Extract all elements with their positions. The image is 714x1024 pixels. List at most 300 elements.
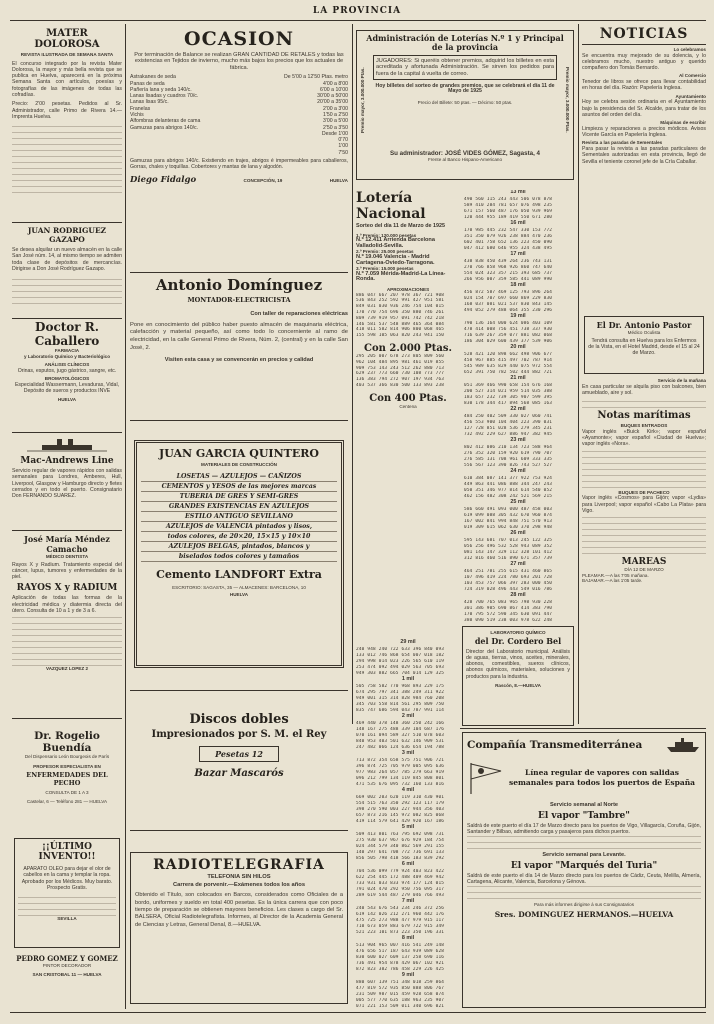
ocasion-item: Franelas — [130, 105, 151, 112]
text-lines — [18, 894, 116, 916]
loteria-number-row: 380 090 519 238 003 978 622 248 — [464, 618, 553, 623]
trans-foot2: Sres. DOMINGUEZ HERMANOS.—HUELVA — [494, 909, 674, 919]
ocasion-title: OCASION — [184, 28, 294, 50]
loteria-number-row: 127 728 851 028 536 279 345 231 — [464, 426, 553, 431]
trans-h2: Servicio semanal para Levante. — [542, 852, 626, 859]
caballero-sec: ANÁLISIS CLÍNICOS — [44, 362, 90, 368]
ocasion-item: Gamuzas para abrigos 140/c. — [130, 124, 199, 131]
noticias-h8: BUQUES ENTRADOS — [620, 423, 668, 429]
loteria-number-row: 183 657 232 739 305 907 599 395 — [464, 395, 553, 400]
loteria-mil-heading: 2 mil — [401, 713, 415, 719]
trans-ship2: El vapor "Marqués del Turia" — [510, 860, 658, 871]
loteria-number-row: 671 157 560 487 176 050 939 969 — [464, 209, 553, 214]
loteria-number-row: 170 795 572 590 345 630 091 447 — [464, 612, 553, 617]
gomez-title: PEDRO GOMEZ Y GOMEZ — [16, 954, 118, 963]
invento-body: APARATO OLEO para dejar el olor de cabellos en la cama y templar la ropa. Aprobado por los Médicos. Muy barato. Prospecto Gratis. — [21, 866, 113, 891]
mendez-title: José María Méndez Camacho — [24, 534, 110, 554]
loteria-number-row: 545 989 635 829 440 075 972 554 — [464, 364, 553, 369]
noticias-h2: Al Comercio — [678, 73, 706, 79]
gazapo-ad — [12, 226, 122, 316]
admin-body: JUGADORES: Si queréis obtener premios, adquirid los billetes en esta acreditada y afortunada Administración. Se sirven los pedidos para fuera de la capital á vuelta de correo. — [373, 55, 557, 80]
noticias-h5: Revista a las paradas de Sementales — [582, 140, 663, 146]
loteria-mil-heading: 1 mil — [401, 676, 415, 682]
quintero-product-line: todos colores, de 20×20, 15×15 y 10×10 — [141, 532, 337, 542]
trans-h1: Servicio semanal al Norte — [549, 802, 619, 808]
loteria-number-row: 476 656 517 187 643 939 089 628 — [356, 949, 445, 954]
loteria-number-row: 657 873 216 145 972 082 825 068 — [356, 813, 445, 818]
mater-subtitle: REVISTA ILUSTRADA DE SEMANA SANTA — [20, 52, 114, 57]
caballero-title: Doctor R. Caballero — [34, 320, 100, 348]
loteria-number-row: 880 607 139 751 348 018 259 864 — [356, 980, 445, 985]
quintero-product-list — [141, 472, 337, 562]
ocasion-item: Alfombras delanteras de cama — [130, 118, 201, 125]
loteria-number-row: 602 401 758 652 136 223 450 090 — [464, 240, 553, 245]
trans-foot: Para más informes dirigirse á sus Consignatarios — [533, 902, 635, 908]
loteria-number-row: 266 956 007 359 585 441 089 990 — [464, 277, 553, 282]
loteria-number-row: 398 270 590 003 227 944 356 403 — [356, 807, 445, 812]
dominguez-ad — [130, 276, 348, 416]
loteria-premio: N.º 12.411 Arrienda Barcelona Valladolid-Sevilla. — [356, 237, 435, 249]
loteria-number-row: 509 413 801 763 795 692 098 731 — [356, 832, 445, 837]
loteria-premio: 2.º Premio: 25.000 pesetas — [356, 249, 414, 255]
radio-line: Carrera de porvenir.—Exámenes todos los años — [172, 881, 306, 888]
mater-dolorosa-ad — [12, 28, 122, 218]
quintero-product-line: AZULEJOS de VALENCIA pintados y lisos, — [141, 522, 337, 532]
mac-title: Mac-Andrews Line — [20, 456, 114, 466]
loteria-number-row: 081 143 147 329 112 328 101 412 — [464, 550, 553, 555]
admin-side-right: Premio mayor, 3.000.000 Ptas. — [565, 67, 570, 133]
loteria-2000-row: 403 537 366 830 500 133 893 238 — [356, 382, 445, 388]
ocasion-price: De 5'00 a 12'50 Ptas. metro — [284, 74, 348, 81]
invento-foot: SEVILLA — [57, 916, 77, 922]
trans-title: Compañía Transmediterránea — [467, 739, 643, 751]
quintero-ad — [134, 440, 344, 668]
loteria-number-row: 456 553 900 104 404 223 390 031 — [464, 420, 553, 425]
buendia-line: PROFESOR ESPECIALISTA EN — [33, 763, 101, 769]
loteria-number-row: 554 024 323 357 215 393 685 737 — [464, 271, 553, 276]
cordero-sub: del Dr. Cordero Bel — [474, 635, 562, 646]
ocasion-item: Astrakanes de seda — [130, 74, 176, 81]
cordero-foot: Rascón, 8.—HUELVA — [495, 683, 541, 689]
text-lines — [12, 274, 122, 304]
noticias-section — [582, 26, 706, 316]
noticias-h7: Notas marítimas — [597, 410, 691, 422]
loteria-mil-heading: 16 mil — [510, 220, 526, 226]
loteria-mil-heading: 17 mil — [510, 251, 526, 257]
loteria-number-row: 595 143 681 707 013 245 122 325 — [464, 538, 553, 543]
loteria-number-row: 856 505 798 418 566 183 839 292 — [356, 856, 445, 861]
company-flag-icon — [467, 761, 503, 795]
loteria-number-row: 168 037 081 021 537 830 843 145 — [464, 302, 553, 307]
mac-andrews-ad — [12, 436, 122, 526]
loteria-number-row: 449 863 441 086 888 344 247 243 — [464, 482, 553, 487]
ocasion-sign3: HUELVA — [329, 177, 348, 183]
loteria-mil-heading: 8 mil — [401, 935, 415, 941]
caballero-body2: Especialidad Wassermann, Levaduras, Vidal, Depósito de sueros y productos INVE — [14, 381, 120, 394]
text-lines — [12, 123, 122, 193]
pastor-body: Tendrá consulta en Huelva para los Enfermos de la Vista, en el Hotel Madrid, desde el 15 al 24 de Marzo. — [588, 337, 700, 357]
quintero-product-line: LOSETAS — AZULEJOS — CAÑIZOS — [141, 472, 337, 482]
noticias-b4: Limpieza y reparaciones a precios módicos. Avisos Vicente García en Papelería Inglesa. — [582, 125, 706, 139]
loteria-number-row: 830 600 027 609 137 258 690 116 — [356, 955, 445, 960]
admin-title: Administración de Loterías N.º 1 y Principal de la provincia — [366, 33, 564, 52]
loteria-number-row: 051 369 466 990 658 154 676 168 — [464, 383, 553, 388]
tide-line-1: PLEAMAR.—A las 7'05 mañana. — [582, 572, 649, 578]
radio-body: Obtenido el Título, son colocados en Barcos, considerados como Oficiales de a bordo, uniformes y sueldo en total 400 pesetas. Es la única carrera que con poco tiempo de preparación se obtienen mayores beneficios. Les clases a cargo del Sr. BALSERA, Oficial Radiotelegrafista. Informes, al Director de la Academia General de Ciencias y Letras, General Denal, 8.—HUELVA. — [135, 892, 343, 928]
loteria-number-row: 505 758 582 770 968 893 229 175 — [356, 684, 445, 689]
mac-body: Servicio regular de vapores rápidos con salidas semanales para Londres, Amberes, Hull, Liverpool, Glasgow y Hamburgo directo y fletes cerrados y en todo el puerto. Consignatario Don FERNANDO SUAREZ. — [12, 468, 122, 500]
pastor-sub: Médico Oculista — [627, 330, 661, 335]
loteria-number-row: 351 350 079 926 238 884 470 236 — [464, 234, 553, 239]
ocasion-price: 7'50 — [338, 149, 348, 156]
loteria-number-row: 790 136 164 000 624 086 403 109 — [464, 321, 553, 326]
gazapo-body: Se desea alquilar un nuevo almacén en la calle San José núm. 14, al mismo tiempo se admiten toda clase de depósitos de mercancías. Dirigirse a Don José Rodríguez Gazapo. — [12, 247, 122, 272]
radio-title: RADIOTELEGRAFIA — [153, 857, 325, 873]
loteria-number-row: 669 002 203 620 119 310 430 901 — [356, 795, 445, 800]
loteria-aprox: APROXIMACIONES — [386, 286, 430, 292]
loteria-premio: 3.º Premio: 15.000 pesetas — [356, 266, 414, 272]
invento-ad — [14, 838, 120, 948]
noticias-b2: Tenedor de libros se ofrece para llevar contabilidad en horas del día. Razón: Papelería Inglesa. — [582, 79, 706, 92]
quintero-cement: Cemento LANDFORT Extra — [156, 567, 322, 581]
loteria-mil-heading: 21 mil — [510, 375, 526, 381]
ocasion-item: Lanas lisadas y cuadros 70/c. — [130, 93, 199, 100]
loteria-number-row: 494 052 279 488 064 355 230 296 — [464, 308, 553, 313]
quintero-product-line: GRANDES EXISTENCIAS EN AZULEJOS — [141, 502, 337, 512]
noticias-b8: Vapor inglés «Buick Kirk»; vapor español «Ayamonte»; vapor español «Ciudad de Huelva»; vapor inglés «Nora». — [582, 428, 706, 448]
caballero-sec2: BROMATOLÓGICOS — [44, 376, 90, 382]
loteria-number-row: 622 254 445 172 488 409 469 942 — [356, 875, 445, 880]
loteria-number-row: 528 421 120 898 662 498 906 677 — [464, 352, 553, 357]
loteria-number-row: 733 931 033 833 974 177 124 015 — [356, 881, 445, 886]
loteria-number-row: 419 114 579 641 429 920 167 186 — [356, 819, 445, 824]
masthead-title: LA PROVINCIA — [312, 6, 402, 16]
loteria-number-row: 732 492 229 627 886 947 382 945 — [464, 432, 553, 437]
trans-ship1: El vapor "Tambre" — [538, 810, 630, 821]
discos-title: Discos dobles — [189, 712, 289, 727]
loteria-number-row: 019 309 615 062 630 370 298 948 — [464, 525, 553, 530]
loteria-number-row: 107 496 419 224 780 693 201 728 — [464, 575, 553, 580]
lottery-admin-ad — [356, 30, 574, 180]
loteria-number-row: 949 001 315 314 828 984 760 208 — [356, 696, 445, 701]
cordero-body: Director del Laboratorio municipal. Análisis de aguas, tierras, vinos, aceites, minerales, abonos, comestibles, sueros clínicos, abonos químicos, materiales, soluciones y productos para la industria. — [466, 648, 570, 680]
ocasion-price: 0'70 — [338, 137, 348, 144]
ocasion-item: Pañería lana y seda 140/c. — [130, 86, 192, 93]
loteria-aprox-row: 886 047 667 207 978 367 721 908 — [356, 292, 445, 298]
loteria-number-row: 704 536 099 779 924 403 823 422 — [356, 869, 445, 874]
buendia-body: CONSULTA DE 1 A 3 — [45, 790, 89, 796]
loteria-2000: Con 2.000 Ptas. — [364, 342, 452, 354]
loteria-number-row: 458 967 885 415 497 702 787 914 — [464, 358, 553, 363]
dominguez-body: Pone en conocimiento del público haber puesto almacén de maquinaria eléctrica, calefacción y material pequeño, así como todo lo concerniente al ramo de electricidad, en la calle General Primo de Rivera, Núm. 2, (central) y en la calle San José, 2. — [130, 321, 348, 351]
buendia-title: Dr. Rogelio Buendía — [34, 730, 100, 754]
loteria-number-row: 438 838 450 439 264 236 743 131 — [464, 259, 553, 264]
admin-draw: Hoy billetes del sorteo de grandes premios, que se celebrará el día 11 de Mayo de 1925 — [375, 82, 555, 95]
loteria-number-row: 840 953 403 501 632 146 909 531 — [356, 739, 445, 744]
ocasion-price: 1'50 a 2'50 — [322, 112, 348, 118]
loteria-number-row: 240 948 240 722 633 396 840 093 — [356, 647, 445, 652]
loteria-number-row: 247 482 066 124 636 654 194 788 — [356, 745, 445, 750]
loteria-mil-heading: 22 mil — [510, 406, 526, 412]
quintero-product-line: ESTILO ANTIGUO SEVILLANO — [141, 512, 337, 522]
discos-price: Pesetas 12 — [199, 746, 279, 762]
loteria-number-row: 120 444 955 189 419 550 671 280 — [464, 215, 553, 220]
caballero-foot: HUELVA — [57, 397, 77, 403]
gomez-sub: PINTOR DECORADOR — [42, 963, 92, 968]
noticias-h1: Lo celebramos — [673, 47, 706, 52]
mendez-ad — [12, 534, 122, 714]
noticias-b1: Se encuentra muy mejorado de su dolencia, y lo celebramos mucho, nuestro antiguo y querido compañero don Tomás Bernardo. — [582, 52, 706, 72]
mendez-sub: MÉDICO DENTISTA — [45, 554, 89, 559]
ocasion-ad — [130, 28, 348, 268]
loteria-premio: N.º 7.059 Mérida-Madrid-La Línea-Ronda. — [356, 270, 446, 283]
loteria-number-row: 240 543 676 543 234 246 372 256 — [356, 906, 445, 911]
pastor-ad — [584, 316, 704, 374]
ocasion-price-list — [250, 74, 348, 156]
text-lines — [467, 835, 701, 849]
loteria-number-row: 830 178 344 417 894 568 085 163 — [464, 401, 553, 406]
mater-price: Precio: 2'00 pesetas. Pedidos al Sr. Administrador, calle Primo de Rivera 14.—Imprenta Huelva. — [12, 101, 122, 120]
radio-sub: TELEFONIA SIN HILOS — [207, 874, 271, 880]
noticias-h4: Máquinas de escribir — [660, 120, 706, 126]
mater-title: MATER DOLOROSA — [34, 28, 100, 50]
loteria-number-row: 301 386 905 690 867 414 383 790 — [464, 606, 553, 611]
loteria-number-row: 521 223 101 873 223 350 196 331 — [356, 930, 445, 935]
loteria-number-row: 270 766 858 968 926 860 747 640 — [464, 265, 553, 270]
loteria-number-row: 047 412 680 646 955 324 438 495 — [464, 246, 553, 251]
caballero-sub: FARMACIA — [54, 348, 80, 353]
quintero-product-line: AZULEJOS BELGAS, pintados, blancos y — [141, 542, 337, 552]
buendia-ad — [12, 730, 122, 830]
loteria-number-row: 589 410 284 781 657 076 498 235 — [464, 203, 553, 208]
quintero-product-line: CEMENTOS y YESOS de las mejores marcas — [141, 482, 337, 492]
ocasion-item: Lanas lisas 95/c. — [130, 99, 169, 106]
caballero-ad — [12, 320, 122, 428]
loteria-number-row: 186 304 029 600 439 377 539 906 — [464, 339, 553, 344]
loteria-number-row: 140 297 641 708 772 736 691 133 — [356, 850, 445, 855]
ocasion-item: Vichis — [130, 112, 144, 118]
ocasion-price: 1'00 — [338, 143, 348, 150]
cordero-ad — [462, 626, 574, 726]
loteria-number-row: 148 167 275 488 339 104 687 176 — [356, 727, 445, 732]
discos-shop: Bazar Mascarós — [194, 768, 284, 779]
gomez-foot: SAN CRISTOBAL 11 — HUELVA — [32, 971, 102, 977]
loteria-number-row: 167 002 841 994 848 751 570 913 — [464, 519, 553, 524]
loteria-aprox-row: 170 770 754 696 350 880 746 261 — [356, 309, 445, 315]
mendez-foot: VAZQUEZ LOPEZ 2 — [45, 666, 89, 672]
steamship-icon — [665, 737, 701, 753]
loteria-aprox-row: 849 031 030 936 246 754 104 015 — [356, 304, 445, 310]
loteria-title: Lotería Nacional — [356, 190, 426, 222]
cordero-title: LABORATORIO QUÍMICO — [490, 630, 546, 635]
loteria-number-row: 312 816 460 516 890 671 357 739 — [464, 556, 553, 561]
loteria-number-row: 610 384 087 141 377 922 753 924 — [464, 476, 553, 481]
loteria-aprox-row: 809 739 919 957 091 742 742 218 — [356, 315, 445, 321]
ocasion-price: 3'00 a 5'00 — [322, 118, 348, 125]
noticias-h3: Ayuntamiento — [675, 93, 706, 99]
loteria-2000-row: 295 205 007 678 273 805 809 560 — [356, 353, 445, 359]
loteria-mil-heading: 28 mil — [510, 592, 526, 598]
loteria-number-row: 462 156 482 308 242 521 569 215 — [464, 494, 553, 499]
loteria-mil-heading: 27 mil — [510, 561, 526, 567]
loteria-2000-row: 136 383 794 272 907 197 934 763 — [356, 377, 445, 383]
loteria-number-row: 133 012 746 868 654 007 018 182 — [356, 653, 445, 658]
ocasion-price: 4'00 a 8'00 — [322, 80, 348, 87]
loteria-number-row: 949 303 882 665 704 014 129 325 — [356, 671, 445, 676]
buendia-sub: Del Dispensario León Bourgeois de París — [24, 754, 110, 759]
quintero-city: HUELVA — [229, 592, 249, 598]
loteria-number-row: 872 823 382 786 458 229 226 425 — [356, 967, 445, 972]
gomez-ad — [12, 954, 122, 994]
loteria-number-row: 024 344 579 340 862 569 291 155 — [356, 844, 445, 849]
loteria-mil-heading: 6 mil — [401, 861, 415, 867]
loteria-aprox-row: 536 843 252 592 991 427 951 581 — [356, 298, 445, 304]
transmediterranea-ad — [462, 732, 706, 1008]
noticias-b9: Vapor inglés «Cosmos» para Gijón; vapor «Lydia» para Liverpool; vapor español «Cabo La Plata» para Vigo. — [582, 495, 706, 514]
dominguez-sub: MONTADOR-ELECTRICISTA — [187, 296, 291, 304]
loteria-number-row: 464 251 781 255 615 431 460 865 — [464, 569, 553, 574]
loteria-mil-heading: 9 mil — [401, 972, 415, 978]
loteria-mil-heading: 4 mil — [401, 787, 415, 793]
loteria-number-row: 977 983 264 057 785 279 663 919 — [356, 770, 445, 775]
admin-side-left: Premio mayor, 3.000.000 Ptas. — [360, 67, 365, 133]
text-lines — [582, 514, 706, 554]
loteria-number-row: 289 619 544 487 279 046 766 493 — [356, 893, 445, 898]
loteria-mil-heading: 25 mil — [510, 499, 526, 505]
noticias-b5: Para pasar la revista a las paradas particulares de Sementales autorizadas en esta provincia, llegó de Sevilla el teniente coronel jefe de la Cría Caballar. — [582, 145, 706, 165]
noticias-h6: Servicio de la mañana — [657, 378, 706, 383]
discos-title2: Impresionados por S. M. el Rey — [151, 729, 327, 740]
loteria-aprox-row: 155 598 105 063 820 243 941 150 — [356, 333, 445, 339]
loteria-mil-heading: 3 mil — [401, 750, 415, 756]
loteria-number-row: 396 874 725 705 979 005 095 636 — [356, 764, 445, 769]
ocasion-price: Desde 1'00 — [321, 130, 348, 137]
loteria-number-row: 050 351 346 977 814 614 540 052 — [464, 488, 553, 493]
radio-ad — [130, 852, 348, 1004]
loteria-number-row: 231 509 987 015 459 928 658 074 — [356, 992, 445, 997]
trans-lead: Línea regular de vapores con salidas semanales para todos los puertos de España — [508, 768, 696, 787]
tide-line-2: BAJAMAR.—A las 1'05 tarde. — [582, 578, 643, 584]
trans-b2: Saldrá de este puerto el día 14 de Marzo directo para los puertos de Cádiz, Ceuta, Melilla, Almería, Cartagena, Alicante, Valencia, Barcelona y Génova. — [467, 872, 701, 886]
admin-admin: Su administrador: JOSÉ VIDES GÓMEZ, Sagasta, 4 — [390, 150, 540, 157]
noticias-h10: MAREAS — [621, 557, 667, 568]
loteria-mil-heading: 29 mil — [400, 639, 416, 645]
loteria-mil-heading: 7 mil — [401, 898, 415, 904]
loteria-mil-heading: 18 mil — [510, 282, 526, 288]
maritime-section — [582, 378, 706, 724]
ocasion-body2: Gamuzas para abrigos 140/c. Existiendo en trajes, abrigos é impermeables para caballeros, Gorras, chales y toquillas. Cobertores y mantas de lana y algodón. — [130, 158, 348, 171]
noticias-b6: En casa particular se alquila piso con balcones, bien amueblado, aire y sol. — [582, 383, 706, 396]
mendez-body: Rayos X y Radium. Tratamiento especial del cáncer, lupus, tumores y enfermedades de la piel. — [12, 561, 122, 581]
loteria-number-row: 471 535 676 095 732 160 133 816 — [356, 782, 445, 787]
loteria-2000-row: 962 104 484 895 981 461 019 855 — [356, 359, 445, 365]
loteria-mil-heading: 26 mil — [510, 530, 526, 536]
loteria-mil-heading: 24 mil — [510, 468, 526, 474]
loteria-number-row: 619 142 026 212 271 960 442 176 — [356, 912, 445, 917]
ocasion-item: Panas de seda — [130, 80, 165, 87]
dominguez-foot: Visiten esta casa y se convencerán en precios y calidad — [164, 356, 314, 363]
loteria-mil-heading: 19 mil — [510, 313, 526, 319]
loteria-number-row: 710 673 059 883 679 722 915 349 — [356, 924, 445, 929]
loteria-2000-row: 629 237 773 660 730 108 773 777 — [356, 371, 445, 377]
loteria-premio: N.º 19.046 Valencia - Madrid Cartagena-Oviedo-Tarragona. — [356, 253, 435, 266]
loteria-number-row: 096 212 799 134 119 845 808 801 — [356, 776, 445, 781]
loteria-number-row: 456 872 587 469 125 793 896 264 — [464, 290, 553, 295]
loteria-number-row: 170 985 445 232 547 330 153 772 — [464, 228, 553, 233]
dominguez-line: Con taller de reparaciones eléctricas — [250, 311, 348, 317]
loteria-mil-heading: 5 mil — [401, 824, 415, 830]
loteria-number-row: 724 319 028 496 443 549 016 786 — [464, 587, 553, 592]
loteria-mil-heading: 13 mil — [510, 190, 526, 195]
noticias-b10: DÍA 12 DE MARZO — [624, 567, 664, 573]
loteria-number-row: 802 412 086 210 134 723 588 964 — [464, 445, 553, 450]
steamship-icon — [12, 436, 122, 452]
loteria-number-row: 736 491 954 878 429 067 102 921 — [356, 961, 445, 966]
mater-body: El concurso integrado por la revista Mater Dolorosa, la mayor y más bella revista que se publica en Huelva, aparecerá en la próxima Semana Santa con artículos, poesías y fotografías de las imágenes de todas las cofradías. — [12, 60, 122, 99]
pastor-title: El Dr. Antonio Pastor — [596, 320, 692, 330]
ocasion-price: 2'00 a 3'00 — [322, 105, 348, 112]
quintero-title: JUAN GARCIA QUINTERO — [159, 447, 319, 460]
mendez-title2: RAYOS X y RADIUM — [16, 583, 118, 594]
buendia-sec: ENFERMEDADES DEL PECHO — [26, 771, 108, 788]
loteria-number-row: 275 930 637 967 676 929 184 754 — [356, 838, 445, 843]
loteria-mil-heading: 23 mil — [510, 437, 526, 443]
text-lines — [467, 885, 701, 899]
loteria-number-row: 490 560 115 243 443 506 078 878 — [464, 197, 553, 202]
loteria-number-row: 469 440 378 148 360 250 242 166 — [356, 721, 445, 726]
ocasion-price: 6'00 a 10'00 — [320, 86, 348, 93]
ocasion-sign2: CONCEPCIÓN, 19 — [243, 177, 283, 183]
loteria-number-row: 276 585 131 708 961 609 333 335 — [464, 457, 553, 462]
loteria-number-row: 103 453 757 066 397 283 000 450 — [464, 581, 553, 586]
loteria-number-row: 345 703 558 814 561 295 809 750 — [356, 702, 445, 707]
loteria-number-row: 276 352 320 159 920 619 790 707 — [464, 451, 553, 456]
text-lines — [582, 448, 706, 488]
loteria-number-row: 005 577 770 635 188 963 235 907 — [356, 998, 445, 1003]
loteria-number-row: 200 527 314 021 959 514 035 388 — [464, 389, 553, 394]
loteria-number-row: 478 414 008 756 451 738 337 930 — [464, 327, 553, 332]
loteria-number-row: 716 639 267 359 077 881 082 068 — [464, 333, 553, 338]
loteria-number-row: 253 474 092 494 029 563 705 693 — [356, 665, 445, 670]
loteria-mil-heading: 20 mil — [510, 344, 526, 350]
loteria-number-row: 070 161 094 589 327 510 078 603 — [356, 733, 445, 738]
loteria-number-row: 024 154 707 697 660 869 229 830 — [464, 296, 553, 301]
loteria-400: Con 400 Ptas. — [369, 392, 447, 404]
ocasion-price: 30'00 a 50'00 — [317, 93, 348, 100]
ocasion-body: Por terminación de Balance se realizan GRAN CANTIDAD DE RETALES y todas las existencias en Tejidos de invierno, mucho más bajos los precios que los actuales de fábrica. — [134, 52, 344, 71]
invento-title: ¡¡ÚLTIMO INVENTO!! — [38, 842, 96, 862]
loteria-number-row: 428 700 765 083 965 798 930 228 — [464, 600, 553, 605]
ocasion-sign: Diego Fidalgo — [130, 174, 197, 185]
gazapo-title: JUAN RODRIGUEZ GAZAPO — [27, 226, 107, 244]
loteria-number-row: 484 250 402 509 330 027 060 741 — [464, 414, 553, 419]
loteria-number-row: 835 747 686 594 043 787 991 114 — [356, 708, 445, 713]
quintero-addr: ESCRITORIO: SAGASTA, 35 — ALMACENES: BARCELONA, 10 — [172, 584, 306, 590]
loteria-number-row: 791 024 470 292 950 756 095 317 — [356, 887, 445, 892]
quintero-sub: MATERIALES DE CONSTRUCCIÓN — [201, 462, 277, 467]
noticias-b3: Hoy se celebra sesión ordinaria en el Ayuntamiento bajo la presidencia del Sr. Alcalde, para tratar de los asuntos del orden del día. — [582, 99, 706, 118]
loteria-premio: 1.º Premio: 120.000 pesetas — [356, 232, 417, 238]
loteria-centena: Centena — [399, 403, 417, 409]
loteria-number-row: 619 099 088 305 432 670 960 874 — [464, 513, 553, 518]
text-lines — [582, 396, 706, 408]
loteria-number-row: 475 725 273 988 477 979 915 117 — [356, 918, 445, 923]
loteria-number-row: 586 660 491 093 000 487 458 003 — [464, 507, 553, 512]
loteria-aprox-row: 418 011 582 814 906 800 068 465 — [356, 327, 445, 333]
caballero-line: y Laboratorio Químico y Bacteriológico — [23, 353, 111, 359]
admin-foot: Frente al Banco Hispano-Americano — [427, 156, 503, 162]
quintero-product-line: biselados todos colores y tamaños — [141, 552, 337, 562]
